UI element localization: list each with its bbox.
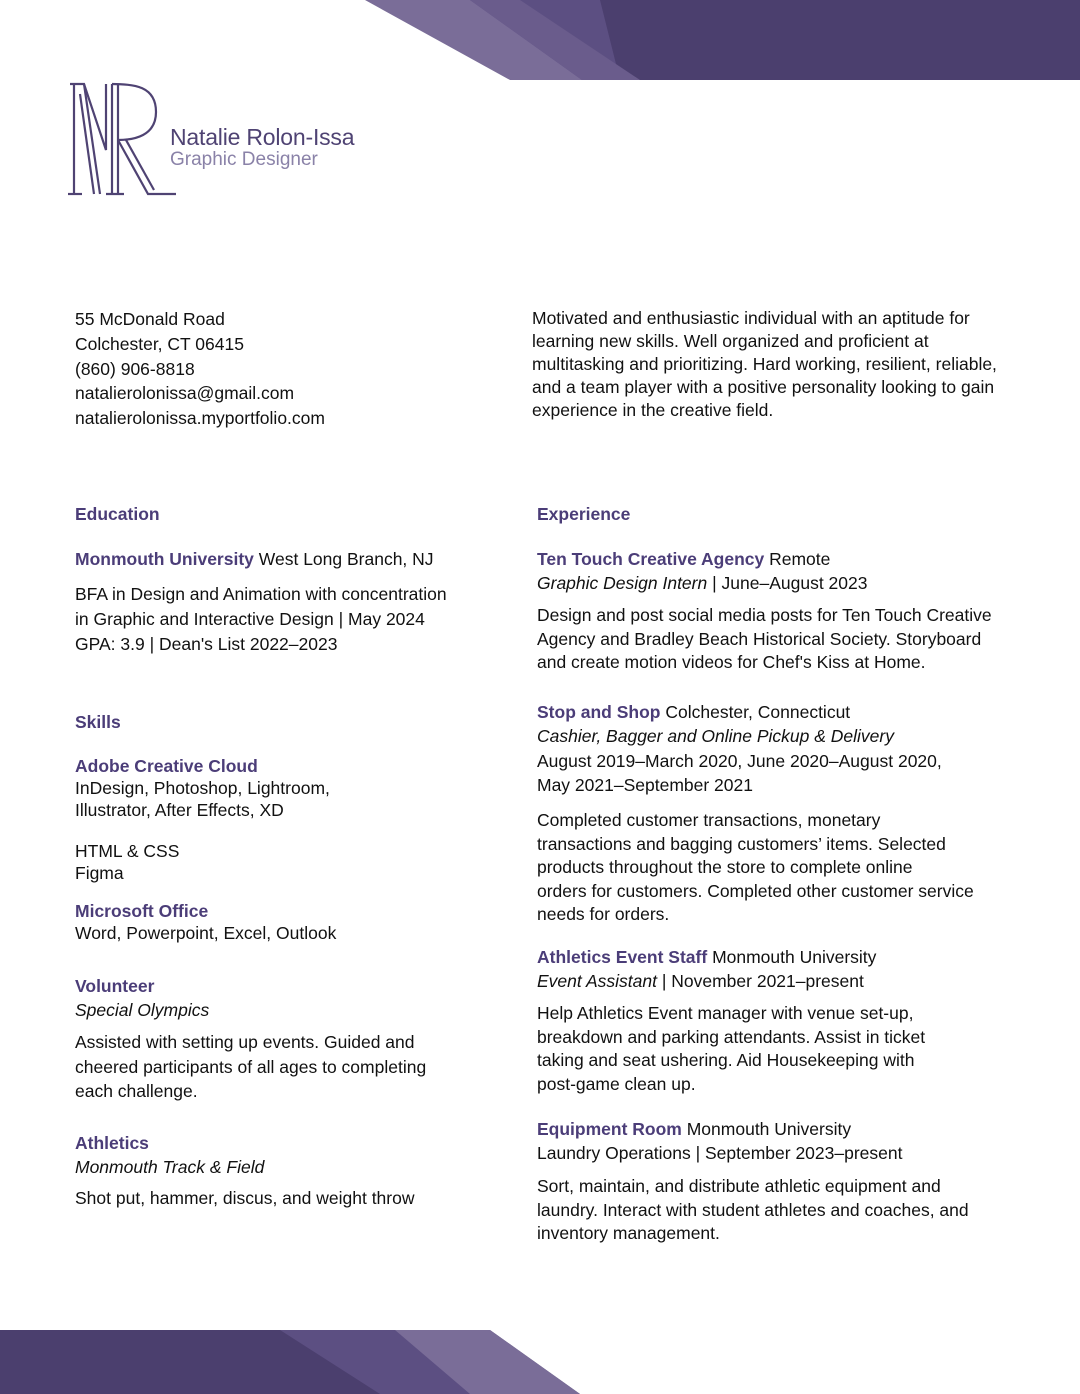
athletics-heading: Athletics bbox=[75, 1133, 149, 1153]
summary-paragraph: Motivated and enthusiastic individual with an aptitude for learning new skills. Well organized and proficient at multitasking and prioritizing. Hard working, resilient, reliable, and a team player with a positive personality looking to gain experience in the creative field. bbox=[532, 308, 997, 420]
web-line1: HTML & CSS bbox=[75, 841, 180, 861]
volunteer-desc-line2: cheered participants of all ages to completing bbox=[75, 1056, 427, 1077]
contact-block bbox=[75, 307, 325, 431]
volunteer-desc-line1: Assisted with setting up events. Guided and bbox=[75, 1032, 415, 1052]
job-desc-line: needs for orders. bbox=[537, 904, 670, 924]
job-entry bbox=[537, 548, 1017, 675]
skills-list bbox=[75, 755, 495, 944]
phone: (860) 906-8818 bbox=[75, 358, 195, 379]
job-desc-line: orders for customers. Completed other customer service bbox=[537, 880, 974, 901]
school-location: West Long Branch, NJ bbox=[258, 549, 434, 569]
job-desc-line: Sort, maintain, and distribute athletic equipment and bbox=[537, 1176, 941, 1196]
job-role: Laundry Operations | September 2023–present bbox=[537, 1142, 903, 1163]
ms-list: Word, Powerpoint, Excel, Outlook bbox=[75, 923, 337, 943]
brand-name: Natalie Rolon-Issa bbox=[170, 124, 355, 150]
skills-heading: Skills bbox=[75, 712, 121, 732]
website-link[interactable]: natalierolonissa.myportfolio.com bbox=[75, 408, 325, 429]
monogram-logo-icon bbox=[64, 80, 184, 200]
footer-decorative-band bbox=[0, 1330, 1080, 1394]
experience-heading: Experience bbox=[537, 504, 631, 524]
job-desc-line: transactions and bagging customers’ items. Selected bbox=[537, 833, 946, 854]
adobe-title: Adobe Creative Cloud bbox=[75, 756, 258, 776]
volunteer-section bbox=[75, 975, 495, 1104]
job-desc-line: Completed customer transactions, monetary bbox=[537, 810, 881, 830]
job-desc-line: Agency and Bradley Beach Historical Society. Storyboard bbox=[537, 628, 982, 649]
job-desc-line: and create motion videos for Chef's Kiss at Home. bbox=[537, 652, 926, 672]
degree-line1: BFA in Design and Animation with concentration bbox=[75, 583, 447, 604]
volunteer-desc-line3: each challenge. bbox=[75, 1081, 198, 1101]
address-line1: 55 McDonald Road bbox=[75, 309, 225, 329]
job-dates: | June–August 2023 bbox=[712, 572, 868, 593]
job-company: Ten Touch Creative Agency bbox=[537, 549, 765, 569]
education-heading: Education bbox=[75, 504, 160, 524]
job-desc-line: taking and seat ushering. Aid Housekeeping with bbox=[537, 1050, 915, 1070]
web-line2: Figma bbox=[75, 863, 124, 883]
job-desc-line: post-game clean up. bbox=[537, 1073, 696, 1094]
athletics-section bbox=[75, 1132, 495, 1211]
job-company: Athletics Event Staff bbox=[537, 947, 708, 967]
job-company: Stop and Shop bbox=[537, 702, 661, 722]
adobe-line1: InDesign, Photoshop, Lightroom, bbox=[75, 778, 330, 798]
address-line2: Colchester, CT 06415 bbox=[75, 333, 244, 354]
job-entry bbox=[537, 1118, 1017, 1246]
header-decorative-band bbox=[0, 0, 1080, 80]
job-desc-line: breakdown and parking attendants. Assist in ticket bbox=[537, 1026, 926, 1047]
job-dates: | November 2021–present bbox=[661, 970, 864, 991]
gpa: GPA: 3.9 | Dean's List 2022–2023 bbox=[75, 633, 338, 654]
job-desc-line: Design and post social media posts for Ten Touch Creative bbox=[537, 605, 992, 625]
job-desc-line: products throughout the store to complete online bbox=[537, 857, 913, 877]
job-dates-line2: May 2021–September 2021 bbox=[537, 774, 753, 795]
athletics-events: Shot put, hammer, discus, and weight throw bbox=[75, 1188, 415, 1208]
volunteer-heading: Volunteer bbox=[75, 976, 155, 996]
job-role: Event Assistant bbox=[537, 970, 657, 991]
job-role: Graphic Design Intern bbox=[537, 572, 708, 593]
job-location: Colchester, Connecticut bbox=[665, 702, 851, 722]
education-entry bbox=[75, 548, 495, 657]
volunteer-org: Special Olympics bbox=[75, 999, 210, 1020]
athletics-team: Monmouth Track & Field bbox=[75, 1156, 265, 1177]
adobe-line2: Illustrator, After Effects, XD bbox=[75, 800, 284, 820]
job-location: Monmouth University bbox=[712, 947, 877, 967]
ms-title: Microsoft Office bbox=[75, 901, 209, 921]
brand-title: Graphic Designer bbox=[170, 149, 318, 170]
job-entry bbox=[537, 946, 1017, 1096]
job-dates-line1: August 2019–March 2020, June 2020–August 2020, bbox=[537, 751, 942, 771]
job-desc-line: Help Athletics Event manager with venue set-up, bbox=[537, 1003, 914, 1023]
job-location: Monmouth University bbox=[686, 1119, 852, 1139]
job-role: Cashier, Bagger and Online Pickup & Delivery bbox=[537, 725, 894, 746]
job-entry bbox=[537, 701, 1017, 927]
degree-line2: in Graphic and Interactive Design | May 2024 bbox=[75, 608, 425, 629]
school-name: Monmouth University bbox=[75, 549, 254, 569]
job-company: Equipment Room bbox=[537, 1119, 682, 1139]
email-link[interactable]: natalierolonissa@gmail.com bbox=[75, 383, 295, 404]
job-desc-line: inventory management. bbox=[537, 1223, 720, 1243]
job-location: Remote bbox=[769, 549, 831, 569]
job-desc-line: laundry. Interact with student athletes and coaches, and bbox=[537, 1199, 969, 1220]
